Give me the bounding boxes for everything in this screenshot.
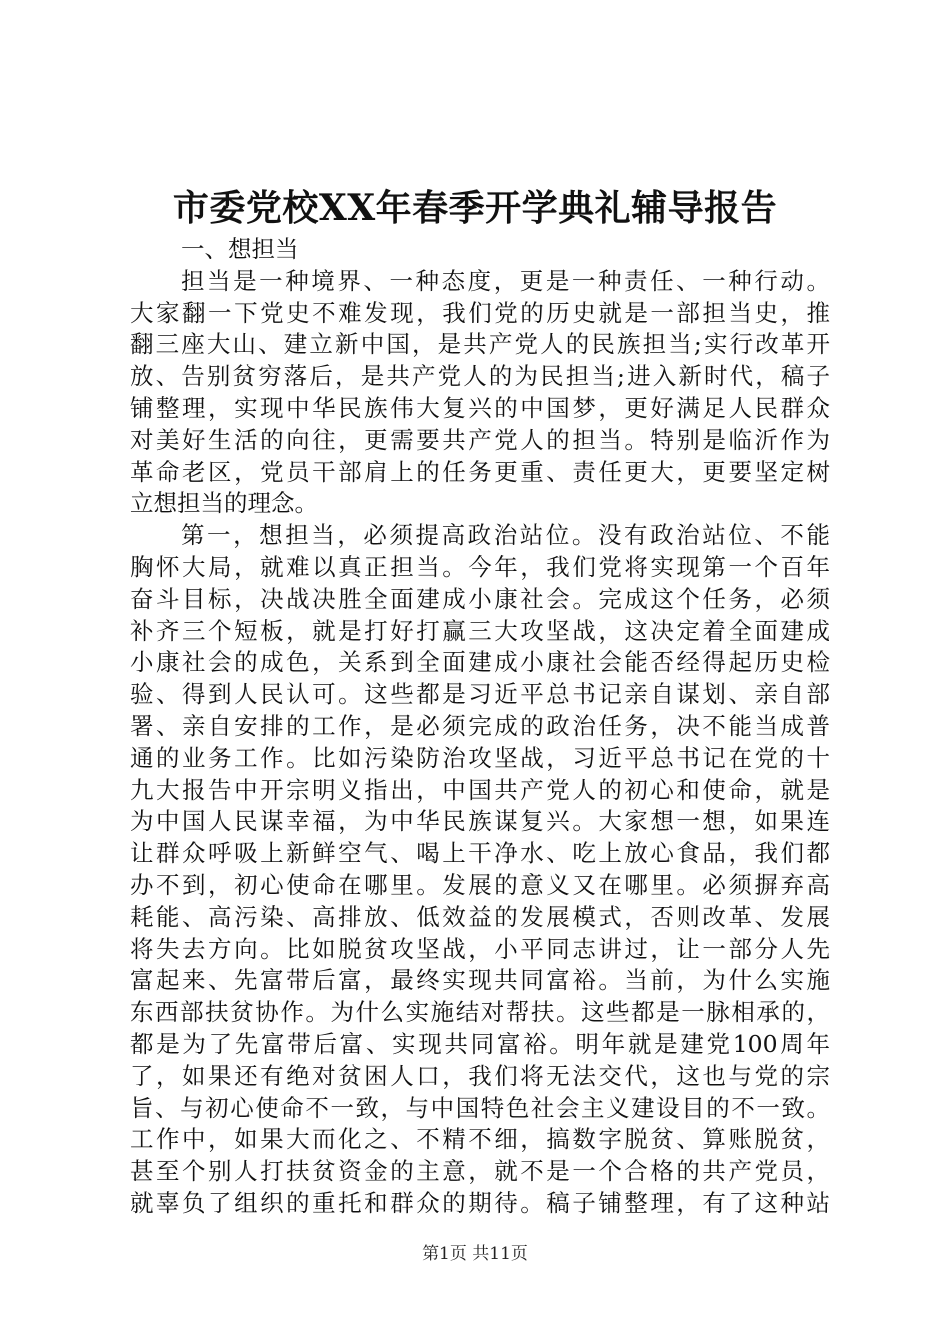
paragraph-line: 立想担当的理念。 bbox=[130, 489, 318, 518]
paragraph-line: 耗能、高污染、高排放、低效益的发展模式，否则改革、发展 bbox=[130, 902, 830, 931]
paragraph-line: 翻三座大山、建立新中国，是共产党人的民族担当;实行改革开 bbox=[130, 330, 830, 359]
paragraph-line: 办不到，初心使命在哪里。发展的意义又在哪里。必须摒弃高 bbox=[130, 870, 830, 899]
paragraph-line: 革命老区，党员干部肩上的任务更重、责任更大，更要坚定树 bbox=[130, 457, 830, 486]
paragraph-line: 对美好生活的向往，更需要共产党人的担当。特别是临沂作为 bbox=[130, 425, 830, 454]
paragraph-line: 署、亲自安排的工作，是必须完成的政治任务，决不能当成普 bbox=[130, 711, 830, 740]
paragraph-line: 验、得到人民认可。这些都是习近平总书记亲自谋划、亲自部 bbox=[130, 680, 830, 709]
document-title: 市委党校XX年春季开学典礼辅导报告 bbox=[172, 187, 778, 229]
section-heading: 一、想担当 bbox=[181, 235, 299, 263]
paragraph-line: 旨、与初心使命不一致，与中国特色社会主义建设目的不一致。 bbox=[130, 1093, 830, 1122]
paragraph-line: 甚至个别人打扶贫资金的主意，就不是一个合格的共产党员， bbox=[130, 1157, 830, 1186]
paragraph-line: 都是为了先富带后富、实现共同富裕。明年就是建党100周年 bbox=[130, 1029, 830, 1058]
paragraph-line: 就辜负了组织的重托和群众的期待。稿子铺整理，有了这种站 bbox=[130, 1188, 830, 1217]
paragraph-line: 奋斗目标，决战决胜全面建成小康社会。完成这个任务，必须 bbox=[130, 584, 830, 613]
paragraph-line: 大家翻一下党史不难发现，我们党的历史就是一部担当史，推 bbox=[130, 298, 830, 327]
paragraph-line: 九大报告中开宗明义指出，中国共产党人的初心和使命，就是 bbox=[130, 775, 830, 804]
paragraph-line: 富起来、先富带后富，最终实现共同富裕。当前，为什么实施 bbox=[130, 966, 830, 995]
paragraph-line: 东西部扶贫协作。为什么实施结对帮扶。这些都是一脉相承的， bbox=[130, 998, 830, 1027]
paragraph-line: 工作中，如果大而化之、不精不细，搞数字脱贫、算账脱贫， bbox=[130, 1125, 830, 1154]
paragraph-line: 通的业务工作。比如污染防治攻坚战，习近平总书记在党的十 bbox=[130, 743, 830, 772]
paragraph-line: 第一，想担当，必须提高政治站位。没有政治站位、不能 bbox=[181, 521, 830, 550]
paragraph-line: 胸怀大局，就难以真正担当。今年，我们党将实现第一个百年 bbox=[130, 552, 830, 581]
paragraph-line: 担当是一种境界、一种态度，更是一种责任、一种行动。 bbox=[181, 266, 830, 295]
paragraph-line: 了，如果还有绝对贫困人口，我们将无法交代，这也与党的宗 bbox=[130, 1061, 830, 1090]
paragraph-line: 将失去方向。比如脱贫攻坚战，小平同志讲过，让一部分人先 bbox=[130, 934, 830, 963]
document-body bbox=[130, 234, 830, 1220]
paragraph-line: 小康社会的成色，关系到全面建成小康社会能否经得起历史检 bbox=[130, 648, 830, 677]
paragraph-line: 放、告别贫穷落后，是共产党人的为民担当;进入新时代，稿子 bbox=[130, 362, 830, 391]
paragraph-line: 铺整理，实现中华民族伟大复兴的中国梦，更好满足人民群众 bbox=[130, 393, 830, 422]
paragraph-line: 补齐三个短板，就是打好打赢三大攻坚战，这决定着全面建成 bbox=[130, 616, 830, 645]
paragraph-line: 让群众呼吸上新鲜空气、喝上干净水、吃上放心食品，我们都 bbox=[130, 839, 830, 868]
page-number-footer: 第1页 共11页 bbox=[422, 1244, 528, 1264]
paragraph-line: 为中国人民谋幸福，为中华民族谋复兴。大家想一想，如果连 bbox=[130, 807, 830, 836]
